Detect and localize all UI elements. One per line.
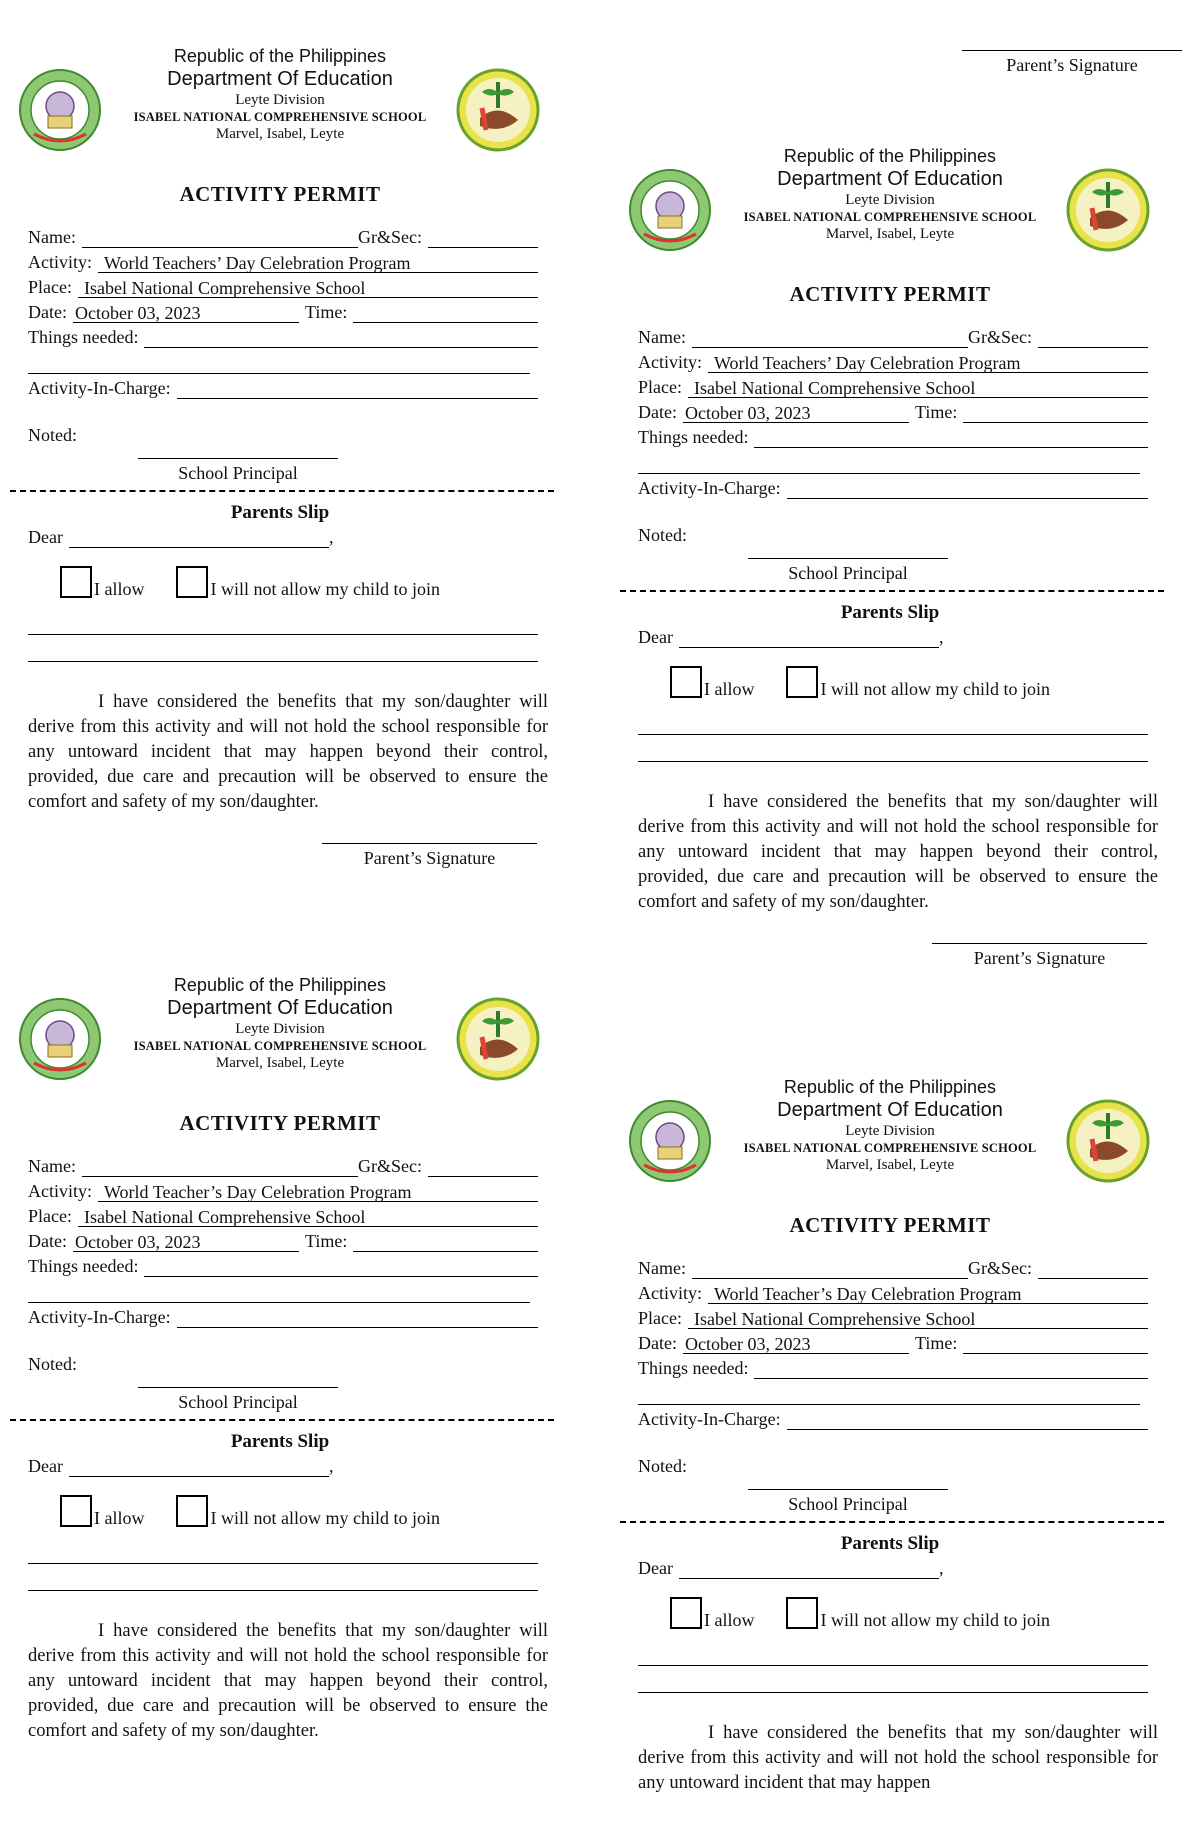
place-row (610, 1304, 1170, 1329)
date-label: Date: (28, 302, 67, 322)
place-label: Place: (638, 377, 682, 397)
consent-text: I have considered the benefits that my son/daughter will derive from this activity and will not hold the school responsible for any untoward incident that may happen beyond their control, provided, due care and precaution will be observed to ensure the comfort and safety of my son/daughter. (638, 792, 1158, 912)
activity-row (0, 248, 560, 273)
time-field[interactable] (353, 1232, 538, 1252)
in-charge-field[interactable] (177, 1308, 538, 1328)
activity-permit-3 (0, 975, 560, 1744)
header-address: Marvel, Isabel, Leyte (215, 126, 345, 142)
place-field[interactable] (688, 1309, 1148, 1329)
things-row (0, 323, 560, 348)
header-address: Marvel, Isabel, Leyte (825, 226, 955, 242)
school-seal-logo (14, 68, 106, 152)
in-charge-row (610, 474, 1170, 499)
things-needed-extra-line[interactable] (638, 448, 1140, 474)
not-allow-option[interactable] (786, 666, 1049, 698)
time-label: Time: (914, 1333, 958, 1353)
slip-title: Parents Slip (230, 1431, 330, 1452)
header-division: Leyte Division (235, 92, 325, 108)
things-needed-field[interactable] (754, 428, 1148, 448)
not-allow-label: I will not allow my child to join (210, 1508, 440, 1528)
header-republic: Republic of the Philippines (783, 1077, 997, 1097)
dear-row (0, 524, 560, 548)
time-label: Time: (304, 302, 348, 322)
activity-label: Activity: (638, 1283, 702, 1303)
in-charge-row (0, 374, 560, 399)
principal-signature (138, 458, 338, 484)
principal-label: School Principal (178, 463, 298, 483)
activity-label: Activity: (28, 1181, 92, 1201)
activity-value: World Teachers’ Day Celebration Program (714, 353, 1021, 373)
date-value: October 03, 2023 (684, 1334, 811, 1354)
signature-line (962, 50, 1182, 51)
place-value: Isabel National Comprehensive School (693, 378, 976, 398)
in-charge-row (0, 1303, 560, 1328)
things-needed-field[interactable] (144, 328, 538, 348)
name-field[interactable] (82, 228, 358, 248)
activity-field[interactable] (708, 1284, 1148, 1304)
noted-label: Noted: (28, 1354, 77, 1374)
consent-text: I have considered the benefits that my son/daughter will derive from this activity and will not hold the school responsible for any untoward incident that may happen beyond their control, provided, due care and precaution will be observed to ensure the comfort and safety of my son/daughter. (28, 1621, 548, 1741)
noted-label: Noted: (638, 1456, 687, 1476)
name-row (0, 223, 560, 248)
noted-label: Noted: (28, 425, 77, 445)
date-row (610, 398, 1170, 423)
dear-field[interactable] (679, 1559, 939, 1579)
dear-comma: , (328, 527, 334, 547)
principal-label: School Principal (788, 563, 908, 583)
dear-comma: , (938, 627, 944, 647)
cut-line (620, 590, 1164, 592)
remarks-line[interactable] (28, 635, 538, 662)
allow-label: I allow (94, 579, 145, 599)
allow-label: I allow (94, 1508, 145, 1528)
letterhead (610, 1077, 1170, 1199)
dear-label: Dear (28, 527, 63, 547)
grsec-field[interactable] (1038, 328, 1148, 348)
header-address: Marvel, Isabel, Leyte (825, 1157, 955, 1173)
consent-text: I have considered the benefits that my son/daughter will derive from this activity and will not hold the school responsible for any untoward incident that may happen beyond their control, provided, due care and precaution will be observed to ensure the comfort and safety of my son/daughter. (28, 692, 548, 812)
dear-field[interactable] (679, 628, 939, 648)
activity-value: World Teacher’s Day Celebration Program (104, 1182, 412, 1202)
remarks-line[interactable] (638, 1666, 1148, 1693)
dear-comma: , (938, 1558, 944, 1578)
place-label: Place: (638, 1308, 682, 1328)
date-field[interactable] (73, 1232, 299, 1252)
things-needed-extra-line[interactable] (638, 1379, 1140, 1405)
allow-label: I allow (704, 1610, 755, 1630)
place-field[interactable] (78, 1207, 538, 1227)
date-label: Date: (638, 402, 677, 422)
time-field[interactable] (353, 303, 538, 323)
permit-title: ACTIVITY PERMIT (789, 282, 991, 306)
parent-signature-top (962, 50, 1182, 76)
not-allow-checkbox[interactable] (176, 1495, 208, 1527)
place-field[interactable] (78, 278, 538, 298)
activity-row (610, 1279, 1170, 1304)
name-row (610, 1254, 1170, 1279)
date-label: Date: (28, 1231, 67, 1251)
principal-label: School Principal (788, 1494, 908, 1514)
cut-line (620, 1521, 1164, 1523)
signature-line (748, 558, 948, 559)
place-value: Isabel National Comprehensive School (83, 1207, 366, 1227)
grsec-label: Gr&Sec: (968, 1258, 1032, 1278)
activity-label: Activity: (28, 252, 92, 272)
consent-checkboxes (0, 554, 560, 598)
date-label: Date: (638, 1333, 677, 1353)
not-allow-option[interactable] (786, 1597, 1049, 1629)
parent-signature-label: Parent’s Signature (1006, 55, 1138, 75)
not-allow-checkbox[interactable] (786, 1597, 818, 1629)
header-department: Department Of Education (167, 997, 393, 1019)
consent-text-partial: I have considered the benefits that my son/daughter will derive from this activity and will not hold the school responsible for any untoward incident that may happen (638, 1723, 1158, 1793)
remarks-line[interactable] (638, 735, 1148, 762)
name-label: Name: (28, 227, 76, 247)
not-allow-option[interactable] (176, 1495, 439, 1527)
in-charge-label: Activity-In-Charge: (28, 378, 171, 398)
letterhead (0, 46, 560, 168)
activity-permit-2 (610, 146, 1170, 969)
date-field[interactable] (683, 403, 909, 423)
in-charge-row (610, 1405, 1170, 1430)
principal-signature (138, 1387, 338, 1413)
allow-option[interactable] (60, 566, 144, 598)
grsec-label: Gr&Sec: (358, 1156, 422, 1176)
deped-torch-logo (452, 68, 544, 152)
school-seal-logo (624, 168, 716, 252)
header-school: ISABEL NATIONAL COMPREHENSIVE SCHOOL (133, 110, 427, 124)
consent-paragraph (610, 790, 1170, 915)
things-needed-label: Things needed: (28, 327, 139, 347)
things-needed-extra-line[interactable] (28, 1277, 530, 1303)
slip-title: Parents Slip (230, 502, 330, 523)
signature-line (748, 1489, 948, 1490)
dear-comma: , (328, 1456, 334, 1476)
activity-row (610, 348, 1170, 373)
letterhead (0, 975, 560, 1097)
header-division: Leyte Division (235, 1021, 325, 1037)
time-label: Time: (304, 1231, 348, 1251)
place-row (0, 273, 560, 298)
activity-permit-4 (610, 1077, 1170, 1796)
date-row (0, 1227, 560, 1252)
time-label: Time: (914, 402, 958, 422)
allow-option[interactable] (670, 1597, 754, 1629)
header-school: ISABEL NATIONAL COMPREHENSIVE SCHOOL (743, 210, 1037, 224)
slip-title: Parents Slip (840, 1533, 940, 1554)
place-row (0, 1202, 560, 1227)
dear-row (0, 1453, 560, 1477)
remarks-lines (610, 708, 1170, 762)
header-department: Department Of Education (777, 168, 1003, 190)
name-row (0, 1152, 560, 1177)
parent-signature (322, 843, 537, 869)
cut-line (10, 1419, 554, 1421)
principal-signature (748, 1489, 948, 1515)
things-needed-label: Things needed: (638, 427, 749, 447)
parent-signature (932, 943, 1147, 969)
header-address: Marvel, Isabel, Leyte (215, 1055, 345, 1071)
signature-line (322, 843, 537, 844)
place-value: Isabel National Comprehensive School (693, 1309, 976, 1329)
deped-torch-logo (1062, 168, 1154, 252)
permit-title: ACTIVITY PERMIT (179, 1111, 381, 1135)
name-row (610, 323, 1170, 348)
things-needed-label: Things needed: (28, 1256, 139, 1276)
activity-field[interactable] (98, 253, 538, 273)
grsec-field[interactable] (1038, 1259, 1148, 1279)
school-seal-logo (14, 997, 106, 1081)
header-department: Department Of Education (167, 68, 393, 90)
dear-label: Dear (28, 1456, 63, 1476)
name-label: Name: (638, 1258, 686, 1278)
not-allow-label: I will not allow my child to join (210, 579, 440, 599)
things-row (610, 1354, 1170, 1379)
date-value: October 03, 2023 (74, 303, 201, 323)
place-label: Place: (28, 277, 72, 297)
permit-title: ACTIVITY PERMIT (789, 1213, 991, 1237)
grsec-field[interactable] (428, 1157, 538, 1177)
date-row (610, 1329, 1170, 1354)
dear-field[interactable] (69, 1457, 329, 1477)
activity-value: World Teachers’ Day Celebration Program (104, 253, 411, 273)
permit-title: ACTIVITY PERMIT (179, 182, 381, 206)
in-charge-field[interactable] (787, 1410, 1148, 1430)
header-school: ISABEL NATIONAL COMPREHENSIVE SCHOOL (743, 1141, 1037, 1155)
header-republic: Republic of the Philippines (173, 46, 387, 66)
allow-checkbox[interactable] (670, 1597, 702, 1629)
things-needed-field[interactable] (754, 1359, 1148, 1379)
activity-row (0, 1177, 560, 1202)
name-field[interactable] (692, 328, 968, 348)
name-field[interactable] (692, 1259, 968, 1279)
allow-option[interactable] (670, 666, 754, 698)
remarks-line[interactable] (638, 708, 1148, 735)
not-allow-checkbox[interactable] (786, 666, 818, 698)
remarks-lines (0, 608, 560, 662)
cut-line (10, 490, 554, 492)
grsec-label: Gr&Sec: (358, 227, 422, 247)
slip-title: Parents Slip (840, 602, 940, 623)
things-row (610, 423, 1170, 448)
remarks-line[interactable] (28, 1564, 538, 1591)
principal-label: School Principal (178, 1392, 298, 1412)
consent-checkboxes (610, 1585, 1170, 1629)
date-value: October 03, 2023 (684, 403, 811, 423)
allow-label: I allow (704, 679, 755, 699)
deped-torch-logo (452, 997, 544, 1081)
signature-line (932, 943, 1147, 944)
place-row (610, 373, 1170, 398)
activity-field[interactable] (708, 353, 1148, 373)
allow-checkbox[interactable] (670, 666, 702, 698)
in-charge-label: Activity-In-Charge: (638, 478, 781, 498)
things-row (0, 1252, 560, 1277)
header-division: Leyte Division (845, 192, 935, 208)
things-needed-field[interactable] (144, 1257, 538, 1277)
in-charge-field[interactable] (177, 379, 538, 399)
school-seal-logo (624, 1099, 716, 1183)
time-field[interactable] (963, 1334, 1148, 1354)
not-allow-label: I will not allow my child to join (820, 679, 1050, 699)
in-charge-field[interactable] (787, 479, 1148, 499)
in-charge-label: Activity-In-Charge: (28, 1307, 171, 1327)
allow-option[interactable] (60, 1495, 144, 1527)
header-department: Department Of Education (777, 1099, 1003, 1121)
date-field[interactable] (73, 303, 299, 323)
grsec-label: Gr&Sec: (968, 327, 1032, 347)
consent-paragraph (0, 1619, 560, 1744)
remarks-line[interactable] (638, 1639, 1148, 1666)
dear-row (610, 1555, 1170, 1579)
date-row (0, 298, 560, 323)
dear-field[interactable] (69, 528, 329, 548)
date-field[interactable] (683, 1334, 909, 1354)
remarks-lines (0, 1537, 560, 1591)
principal-signature (748, 558, 948, 584)
dear-label: Dear (638, 1558, 673, 1578)
grsec-field[interactable] (428, 228, 538, 248)
noted-label: Noted: (638, 525, 687, 545)
dear-row (610, 624, 1170, 648)
allow-checkbox[interactable] (60, 1495, 92, 1527)
signature-line (138, 1387, 338, 1388)
not-allow-label: I will not allow my child to join (820, 1610, 1050, 1630)
things-needed-label: Things needed: (638, 1358, 749, 1378)
consent-paragraph (610, 1721, 1170, 1796)
in-charge-label: Activity-In-Charge: (638, 1409, 781, 1429)
not-allow-option[interactable] (176, 566, 439, 598)
remarks-lines (610, 1639, 1170, 1693)
header-republic: Republic of the Philippines (173, 975, 387, 995)
activity-permit-1 (0, 46, 560, 869)
parent-signature-label: Parent’s Signature (973, 948, 1106, 968)
activity-label: Activity: (638, 352, 702, 372)
date-value: October 03, 2023 (74, 1232, 201, 1252)
dear-label: Dear (638, 627, 673, 647)
activity-value: World Teacher’s Day Celebration Program (714, 1284, 1022, 1304)
parent-signature-label: Parent’s Signature (363, 848, 496, 868)
things-needed-extra-line[interactable] (28, 348, 530, 374)
consent-paragraph (0, 690, 560, 815)
time-field[interactable] (963, 403, 1148, 423)
place-value: Isabel National Comprehensive School (83, 278, 366, 298)
allow-checkbox[interactable] (60, 566, 92, 598)
name-field[interactable] (82, 1157, 358, 1177)
consent-checkboxes (0, 1483, 560, 1527)
not-allow-checkbox[interactable] (176, 566, 208, 598)
remarks-line[interactable] (28, 608, 538, 635)
header-division: Leyte Division (845, 1123, 935, 1139)
signature-line (138, 458, 338, 459)
activity-field[interactable] (98, 1182, 538, 1202)
deped-torch-logo (1062, 1099, 1154, 1183)
consent-checkboxes (610, 654, 1170, 698)
remarks-line[interactable] (28, 1537, 538, 1564)
name-label: Name: (28, 1156, 76, 1176)
header-school: ISABEL NATIONAL COMPREHENSIVE SCHOOL (133, 1039, 427, 1053)
name-label: Name: (638, 327, 686, 347)
place-label: Place: (28, 1206, 72, 1226)
letterhead (610, 146, 1170, 268)
place-field[interactable] (688, 378, 1148, 398)
header-republic: Republic of the Philippines (783, 146, 997, 166)
